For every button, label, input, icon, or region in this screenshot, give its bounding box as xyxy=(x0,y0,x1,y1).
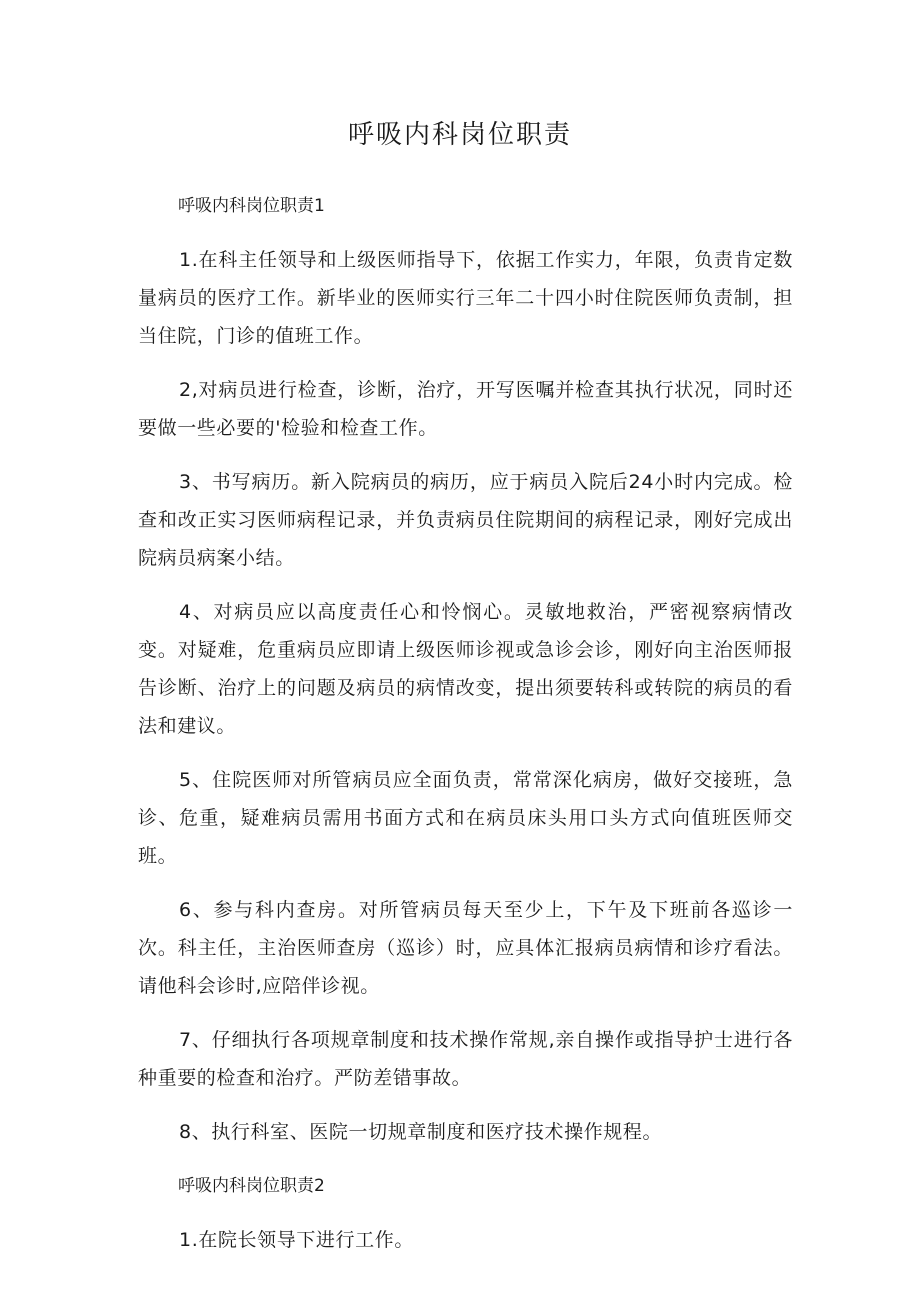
duty-item-7: 7、仔细执行各项规章制度和技术操作常规,亲自操作或指导护士进行各种重要的检查和治疗。严防差错事故。 xyxy=(138,1029,793,1089)
duty-item-4: 4、对病员应以高度责任心和怜悯心。灵敏地救治，严密视察病情改变。对疑难，危重病员应即请上级医师诊视或急诊会诊，刚好向主治医师报告诊断、治疗上的问题及病员的病情改变，提出须要转科或转院的病员的看法和建议。 xyxy=(138,601,793,737)
section-2 xyxy=(138,1167,793,1259)
section-heading: 呼吸内科岗位职责1 xyxy=(178,196,325,216)
duty-item-6: 6、参与科内查房。对所管病员每天至少上，下午及下班前各巡诊一次。科主任，主治医师查房（巡诊）时，应具体汇报病员病情和诊疗看法。请他科会诊时,应陪伴诊视。 xyxy=(138,899,793,997)
duty-item-2: 2,对病员进行检查，诊断，治疗，开写医嘱并检查其执行状况，同时还要做一些必要的'检验和检查工作。 xyxy=(138,379,793,439)
duty-item-5: 5、住院医师对所管病员应全面负责，常常深化病房，做好交接班，急诊、危重，疑难病员需用书面方式和在病员床头用口头方式向值班医师交班。 xyxy=(138,769,793,867)
duty-item-8: 8、执行科室、医院一切规章制度和医疗技术操作规程。 xyxy=(179,1121,663,1143)
page-title: 呼吸内科岗位职责 xyxy=(347,120,572,150)
duty-item-3: 3、书写病历。新入院病员的病历，应于病员入院后24小时内完成。检查和改正实习医师病程记录，并负责病员住院期间的病程记录，刚好完成出院病员病案小结。 xyxy=(138,471,793,569)
duty-item-1: 1.在科主任领导和上级医师指导下，依据工作实力，年限，负责肯定数量病员的医疗工作。新毕业的医师实行三年二十四小时住院医师负责制，担当住院，门诊的值班工作。 xyxy=(138,249,793,347)
document-body xyxy=(138,187,793,1275)
duty-item-1: 1.在院长领导下进行工作。 xyxy=(179,1229,414,1251)
section-1 xyxy=(138,187,793,1151)
section-heading: 呼吸内科岗位职责2 xyxy=(178,1176,325,1196)
